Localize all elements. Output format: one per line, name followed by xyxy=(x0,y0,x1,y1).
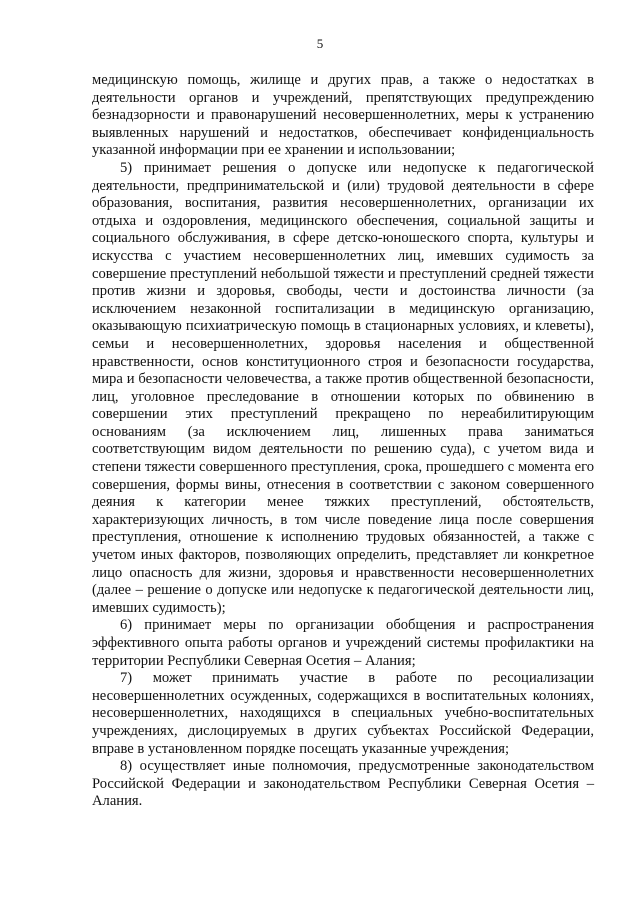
page-number: 5 xyxy=(316,36,324,51)
paragraph-item-8: 8) осуществляет иные полномочия, предусмотренные законодательством Российской Федерации и законодательством Республики Северная Осетия – Алания. xyxy=(92,758,594,810)
paragraph-item-6: 6) принимает меры по организации обобщения и распространения эффективного опыта работы органов и учреждений системы профилактики на территории Республики Северная Осетия – Алания; xyxy=(92,617,594,669)
paragraph-item-5: 5) принимает решения о допуске или недопуске к педагогической деятельности, предпринимательской и (или) трудовой деятельности в сфере образования, воспитания, развития несовершеннолетних, организации их отдыха и оздоровления, медицинского обеспечения, социальной защиты и социального обслуживания, в сфере детско-юношеского спорта, культуры и искусства с участием несовершеннолетних лиц, имевших судимость за совершение преступлений небольшой тяжести и преступлений средней тяжести против жизни и здоровья, свободы, чести и достоинства личности (за исключением незаконной госпитализации в медицинскую организацию, оказывающую психиатрическую помощь в стационарных условиях, и клеветы), семьи и несовершеннолетних, здоровья населения и общественной нравственности, основ конституционного строя и безопасности государства, мира и безопасности человечества, а также против общественной безопасности, лиц, уголовное преследование в отношении которых по обвинению в совершении этих преступлений прекращено по нереабилитирующим основаниям (за исключением лиц, лишенных права заниматься соответствующим видом деятельности по решению суда), с учетом вида и степени тяжести совершенного преступления, срока, прошедшего с момента его совершения, формы вины, отнесения в соответствии с законом совершенного деяния к категории менее тяжких преступлений, обстоятельств, характеризующих личность, в том числе поведение лица после совершения преступления, отношение к исполнению трудовых обязанностей, а также с учетом иных факторов, позволяющих определить, представляет ли конкретное лицо опасность для жизни, здоровья и нравственности несовершеннолетних (далее – решение о допуске или недопуске к педагогической деятельности лиц, имевших судимость); xyxy=(92,159,594,616)
document-body xyxy=(92,72,594,811)
paragraph-continuation: медицинскую помощь, жилище и других прав, а также о недостатках в деятельности органов и учреждений, препятствующих предупреждению безнадзорности и правонарушений несовершеннолетних, меры к устранению выявленных нарушений и недостатков, обеспечивает конфиденциальность указанной информации при ее хранении и использовании; xyxy=(92,72,594,159)
paragraph-item-7: 7) может принимать участие в работе по ресоциализации несовершеннолетних осужденных, содержащихся в воспитательных колониях, несовершеннолетних, находящихся в специальных учебно-воспитательных учреждениях, дислоцируемых в других субъектах Российской Федерации, вправе в установленном порядке посещать указанные учреждения; xyxy=(92,670,594,757)
